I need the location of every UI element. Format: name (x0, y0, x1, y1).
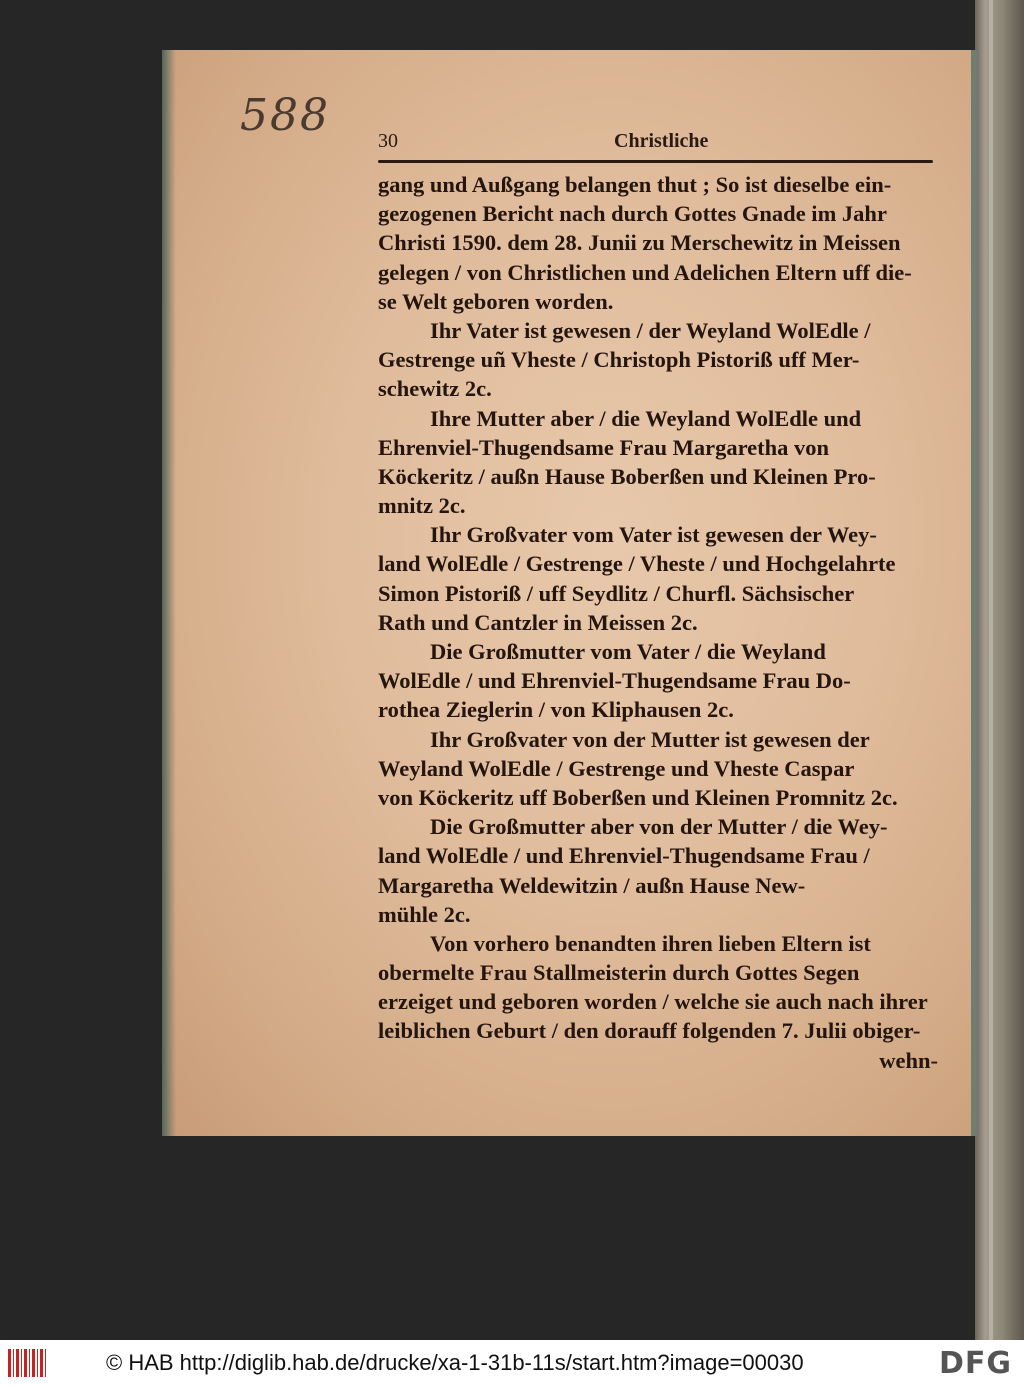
text-line: Margaretha Weldewitzin / außn Hause New- (378, 872, 806, 898)
text-line: Von vorhero benandten ihren lieben Eltern ist (430, 930, 871, 956)
text-line: gelegen / von Christlichen und Adelichen Eltern uff die- (378, 259, 912, 285)
text-line: Gestrenge uñ Vheste / Christoph Pistoriß uff Mer- (378, 347, 860, 373)
text-line: WolEdle / und Ehrenviel-Thugendsame Frau Do- (378, 668, 851, 694)
dfg-logo[interactable]: DFG (938, 1346, 1012, 1381)
text-line: rothea Zieglerin / von Kliphausen 2c. (378, 697, 734, 723)
text-line: gezogenen Bericht nach durch Gottes Gnade im Jahr (378, 201, 887, 227)
text-line: schewitz 2c. (378, 376, 492, 402)
text-line: Christi 1590. dem 28. Junii zu Merschewitz in Meissen (378, 230, 901, 256)
barcode-icon (8, 1349, 48, 1377)
adjacent-page-edge (975, 0, 1024, 1340)
scanned-page (162, 50, 977, 1136)
running-head (378, 130, 938, 158)
body-text (378, 170, 938, 1075)
text-line: se Welt geboren worden. (378, 288, 614, 314)
text-line: von Köckeritz uff Boberßen und Kleinen Promnitz 2c. (378, 784, 898, 810)
text-line: Ihr Großvater vom Vater ist gewesen der Wey- (430, 522, 877, 548)
head-rule (378, 160, 933, 163)
text-line: Die Großmutter aber von der Mutter / die Wey- (430, 814, 888, 840)
text-line: mnitz 2c. (378, 493, 466, 519)
viewer-footer (0, 1340, 1024, 1386)
text-line: obermelte Frau Stallmeisterin durch Gottes Segen (378, 960, 860, 986)
text-line: land WolEdle / und Ehrenviel-Thugendsame Frau / (378, 843, 870, 869)
text-line: leiblichen Geburt / den dorauff folgenden 7. Julii obiger- (378, 1018, 921, 1044)
text-line: Die Großmutter vom Vater / die Weyland (430, 639, 826, 664)
text-line: land WolEdle / Gestrenge / Vheste / und Hochgelahrte (378, 551, 896, 577)
text-line: erzeiget und geboren worden / welche sie auch nach ihrer (378, 989, 928, 1015)
copyright-link[interactable]: © HAB http://diglib.hab.de/drucke/xa-1-31b-11s/start.htm?image=00030 (106, 1350, 804, 1375)
running-head-title: Christliche (614, 130, 709, 152)
catchword: wehn- (879, 1047, 938, 1073)
handwritten-folio-number: 588 (240, 90, 330, 141)
page-edge-highlight (989, 0, 993, 1340)
text-line: gang und Außgang belangen thut ; So ist dieselbe ein- (378, 172, 892, 197)
text-line: Simon Pistoriß / uff Seydlitz / Churfl. Sächsischer (378, 580, 855, 606)
text-line: Ehrenviel-Thugendsame Frau Margaretha von (378, 434, 830, 460)
page-number: 30 (378, 130, 398, 152)
text-line: Weyland WolEdle / Gestrenge und Vheste Caspar (378, 755, 855, 781)
text-line: mühle 2c. (378, 901, 471, 927)
text-line: Ihr Großvater von der Mutter ist gewesen der (430, 726, 870, 752)
text-line: Ihr Vater ist gewesen / der Weyland WolEdle / (430, 317, 871, 343)
text-line: Rath und Cantzler in Meissen 2c. (378, 609, 698, 635)
text-line: Köckeritz / außn Hause Boberßen und Kleinen Pro- (378, 463, 876, 489)
text-line: Ihre Mutter aber / die Weyland WolEdle und (430, 405, 862, 431)
